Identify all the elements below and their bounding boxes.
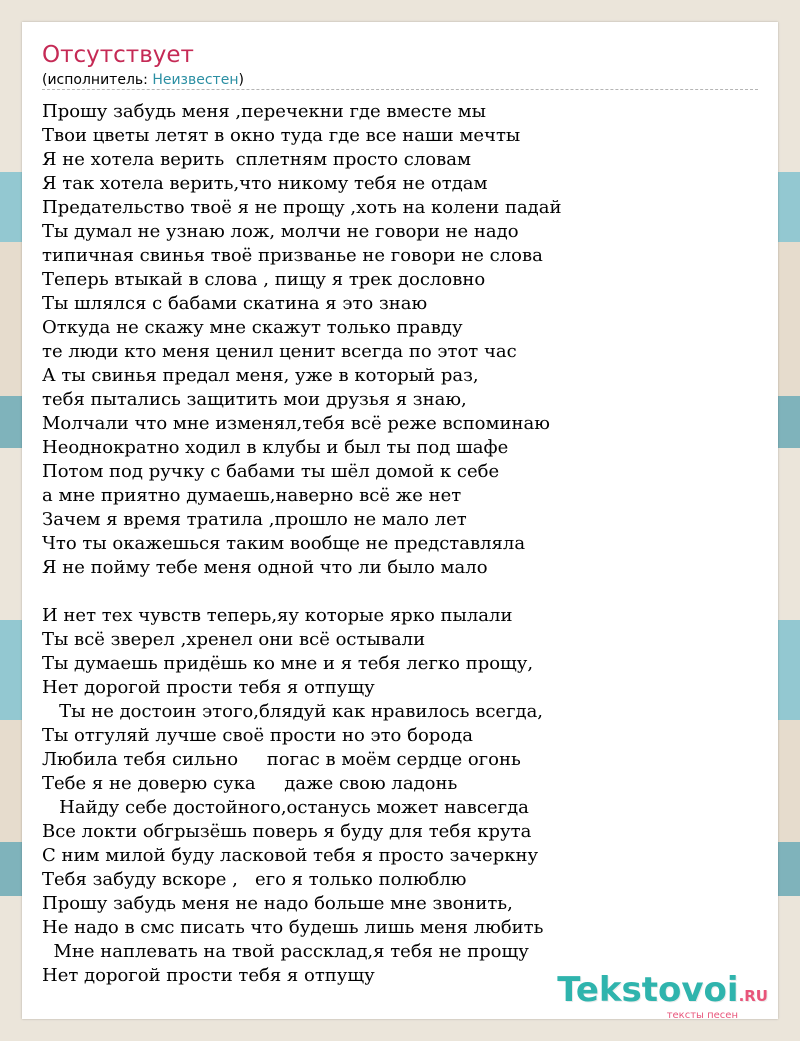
lyric-line: Тебя забуду вскоре , его я только полюблю xyxy=(42,869,467,890)
lyric-line: Мне наплевать на твой расcклад,я тебя не прощу xyxy=(42,941,529,962)
lyric-line: тебя пытались защитить мои друзья я знаю, xyxy=(42,389,467,410)
lyric-line: Любила тебя сильно погас в моём сердце огонь xyxy=(42,749,521,770)
title-divider xyxy=(42,89,758,90)
lyrics-text xyxy=(42,100,768,988)
artist-suffix: ) xyxy=(238,72,244,88)
lyrics-card xyxy=(22,22,778,1019)
song-title: Отсутствует xyxy=(42,42,194,68)
lyric-line: Нет дорогой прости тебя я отпущу xyxy=(42,965,375,986)
lyric-line: типичная свинья твоё призванье не говори не слова xyxy=(42,245,543,266)
lyric-line: Я не хотела верить сплетням просто словам xyxy=(42,149,471,170)
lyric-line: а мне приятно думаешь,наверно всё же нет xyxy=(42,485,462,506)
lyric-line: те люди кто меня ценил ценит всегда по этот час xyxy=(42,341,517,362)
logo-wordmark xyxy=(557,972,768,1014)
lyric-line: Предательство твоё я не прощу ,хоть на колени падай xyxy=(42,197,562,218)
lyric-line: Ты думаешь придёшь ко мне и я тебя легко прощу, xyxy=(42,653,534,674)
lyric-line: А ты свинья предал меня, уже в который раз, xyxy=(42,365,479,386)
logo-name: Tekstovoi xyxy=(557,970,739,1010)
lyric-line: Тебе я не доверю сука даже свою ладонь xyxy=(42,773,458,794)
lyric-line: Ты не достоин этого,блядуй как нравилось всегда, xyxy=(42,701,544,722)
lyric-line: Что ты окажешься таким вообще не представляла xyxy=(42,533,526,554)
lyric-line: Неоднократно ходил в клубы и был ты под шафе xyxy=(42,437,509,458)
lyric-line: Ты думал не узнаю лож, молчи не говори не надо xyxy=(42,221,519,242)
logo-tld: .RU xyxy=(738,987,768,1005)
artist-line xyxy=(42,71,244,89)
lyric-line: Ты отгуляй лучше своё прости но это борода xyxy=(42,725,473,746)
lyric-line: Ты всё зверел ,хренел они всё остывали xyxy=(42,629,426,650)
lyric-line: Я не пойму тебе меня одной что ли было мало xyxy=(42,557,488,578)
lyric-line: Твои цветы летят в окно туда где все наши мечты xyxy=(42,125,521,146)
artist-link[interactable]: Неизвестен xyxy=(152,72,239,88)
lyric-line: Прошу забудь меня не надо больше мне звонить, xyxy=(42,893,513,914)
lyric-line: Молчали что мне изменял,тебя всё реже вспоминаю xyxy=(42,413,550,434)
lyric-line: Я так хотела верить,что никому тебя не отдам xyxy=(42,173,488,194)
artist-prefix: (исполнитель: xyxy=(42,72,153,88)
site-logo[interactable] xyxy=(557,972,768,1021)
lyric-line: Откуда не скажу мне скажут только правду xyxy=(42,317,463,338)
lyric-line: Зачем я время тратила ,прошло не мало лет xyxy=(42,509,467,530)
lyric-line: С ним милой буду ласковой тебя я просто зачеркну xyxy=(42,845,539,866)
lyric-line: Прошу забудь меня ,перечекни где вместе мы xyxy=(42,101,486,122)
lyric-line: И нет тех чувств теперь,яу которые ярко пылали xyxy=(42,605,513,626)
lyric-line xyxy=(42,580,768,604)
logo-tagline: тексты песен xyxy=(666,1010,738,1021)
lyric-line: Потом под ручку с бабами ты шёл домой к себе xyxy=(42,461,500,482)
lyric-line: Найду себе достойного,останусь может навсегда xyxy=(42,797,529,818)
lyric-line: Ты шлялся с бабами скатина я это знаю xyxy=(42,293,428,314)
lyric-line: Все локти обгрызёшь поверь я буду для тебя крута xyxy=(42,821,532,842)
lyric-line: Теперь втыкай в слова , пищу я трек дословно xyxy=(42,269,486,290)
lyric-line: Не надо в смс писать что будешь лишь меня любить xyxy=(42,917,544,938)
lyric-line: Нет дорогой прости тебя я отпущу xyxy=(42,677,375,698)
